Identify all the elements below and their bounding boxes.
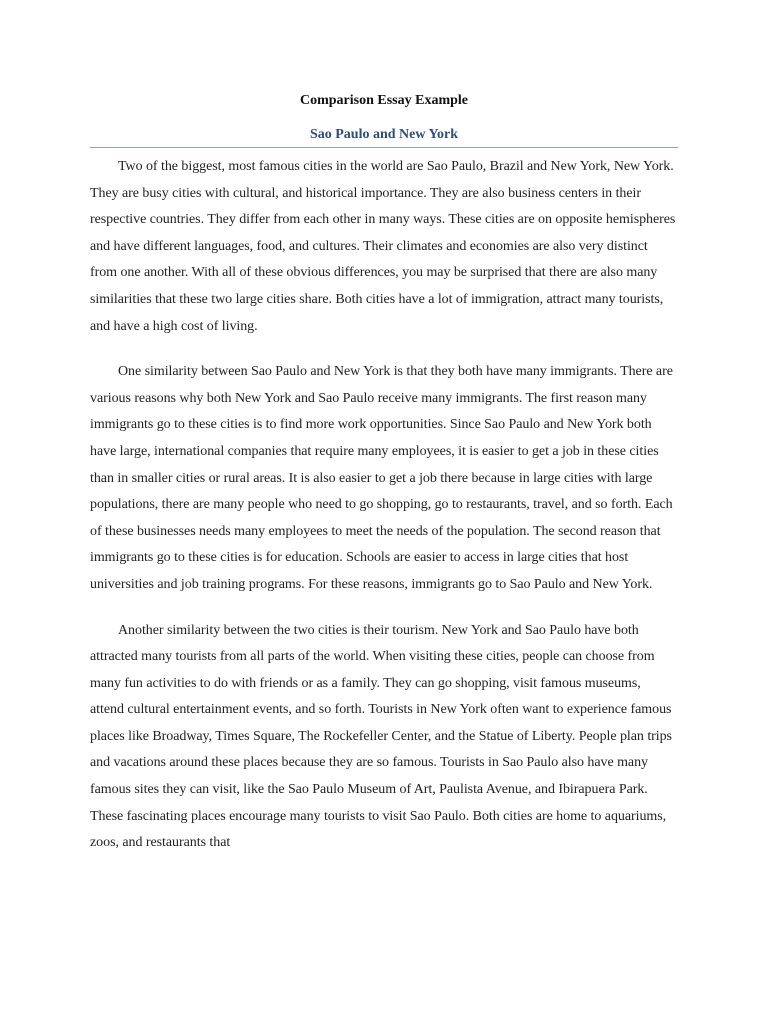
paragraph-tourism: Another similarity between the two cities is their tourism. New York and Sao Paulo have both attracted many tourists from all parts of the world. When visiting these cities, people can choose from many fun activities to do with friends or as a family. They can go shopping, visit famous museums, attend cultural entertainment events, and so forth. Tourists in New York often want to experience famous places like Broadway, Times Square, The Rockefeller Center, and the Statue of Liberty. People plan trips and vacations around these places because they are so famous. Tourists in Sao Paulo also have many famous sites they can visit, like the Sao Paulo Museum of Art, Paulista Avenue, and Ibirapuera Park. These fascinating places encourage many tourists to visit Sao Paulo. Both cities are home to aquariums, zoos, and restaurants that xyxy=(90,622,672,851)
essay-body xyxy=(90,154,678,857)
paragraph-intro: Two of the biggest, most famous cities in the world are Sao Paulo, Brazil and New York, New York. They are busy cities with cultural, and historical importance. They are also business centers in their respective countries. They differ from each other in many ways. These cities are on opposite hemispheres and have different languages, food, and cultures. Their climates and economies are also very distinct from one another. With all of these obvious differences, you may be surprised that there are also many similarities that these two large cities share. Both cities have a lot of immigration, attract many tourists, and have a high cost of living. xyxy=(90,159,676,334)
subtitle-divider xyxy=(90,147,678,148)
document-subtitle: Sao Paulo and New York xyxy=(309,127,459,142)
paragraph-immigration: One similarity between Sao Paulo and New York is that they both have many immigrants. There are various reasons why both New York and Sao Paulo receive many immigrants. The first reason many immigrants go to these cities is to find more work opportunities. Since Sao Paulo and New York both have large, international companies that require many employees, it is easier to get a job in these cities than in smaller cities or rural areas. It is also easier to get a job there because in large cities with large populations, there are many people who need to go shopping, go to restaurants, travel, and so forth. Each of these businesses needs many employees to meet the needs of the population. The second reason that immigrants go to these cities is for education. Schools are easier to access in large cities that host universities and job training programs. For these reasons, immigrants go to Sao Paulo and New York. xyxy=(90,364,673,592)
document-title: Comparison Essay Example xyxy=(299,93,469,108)
